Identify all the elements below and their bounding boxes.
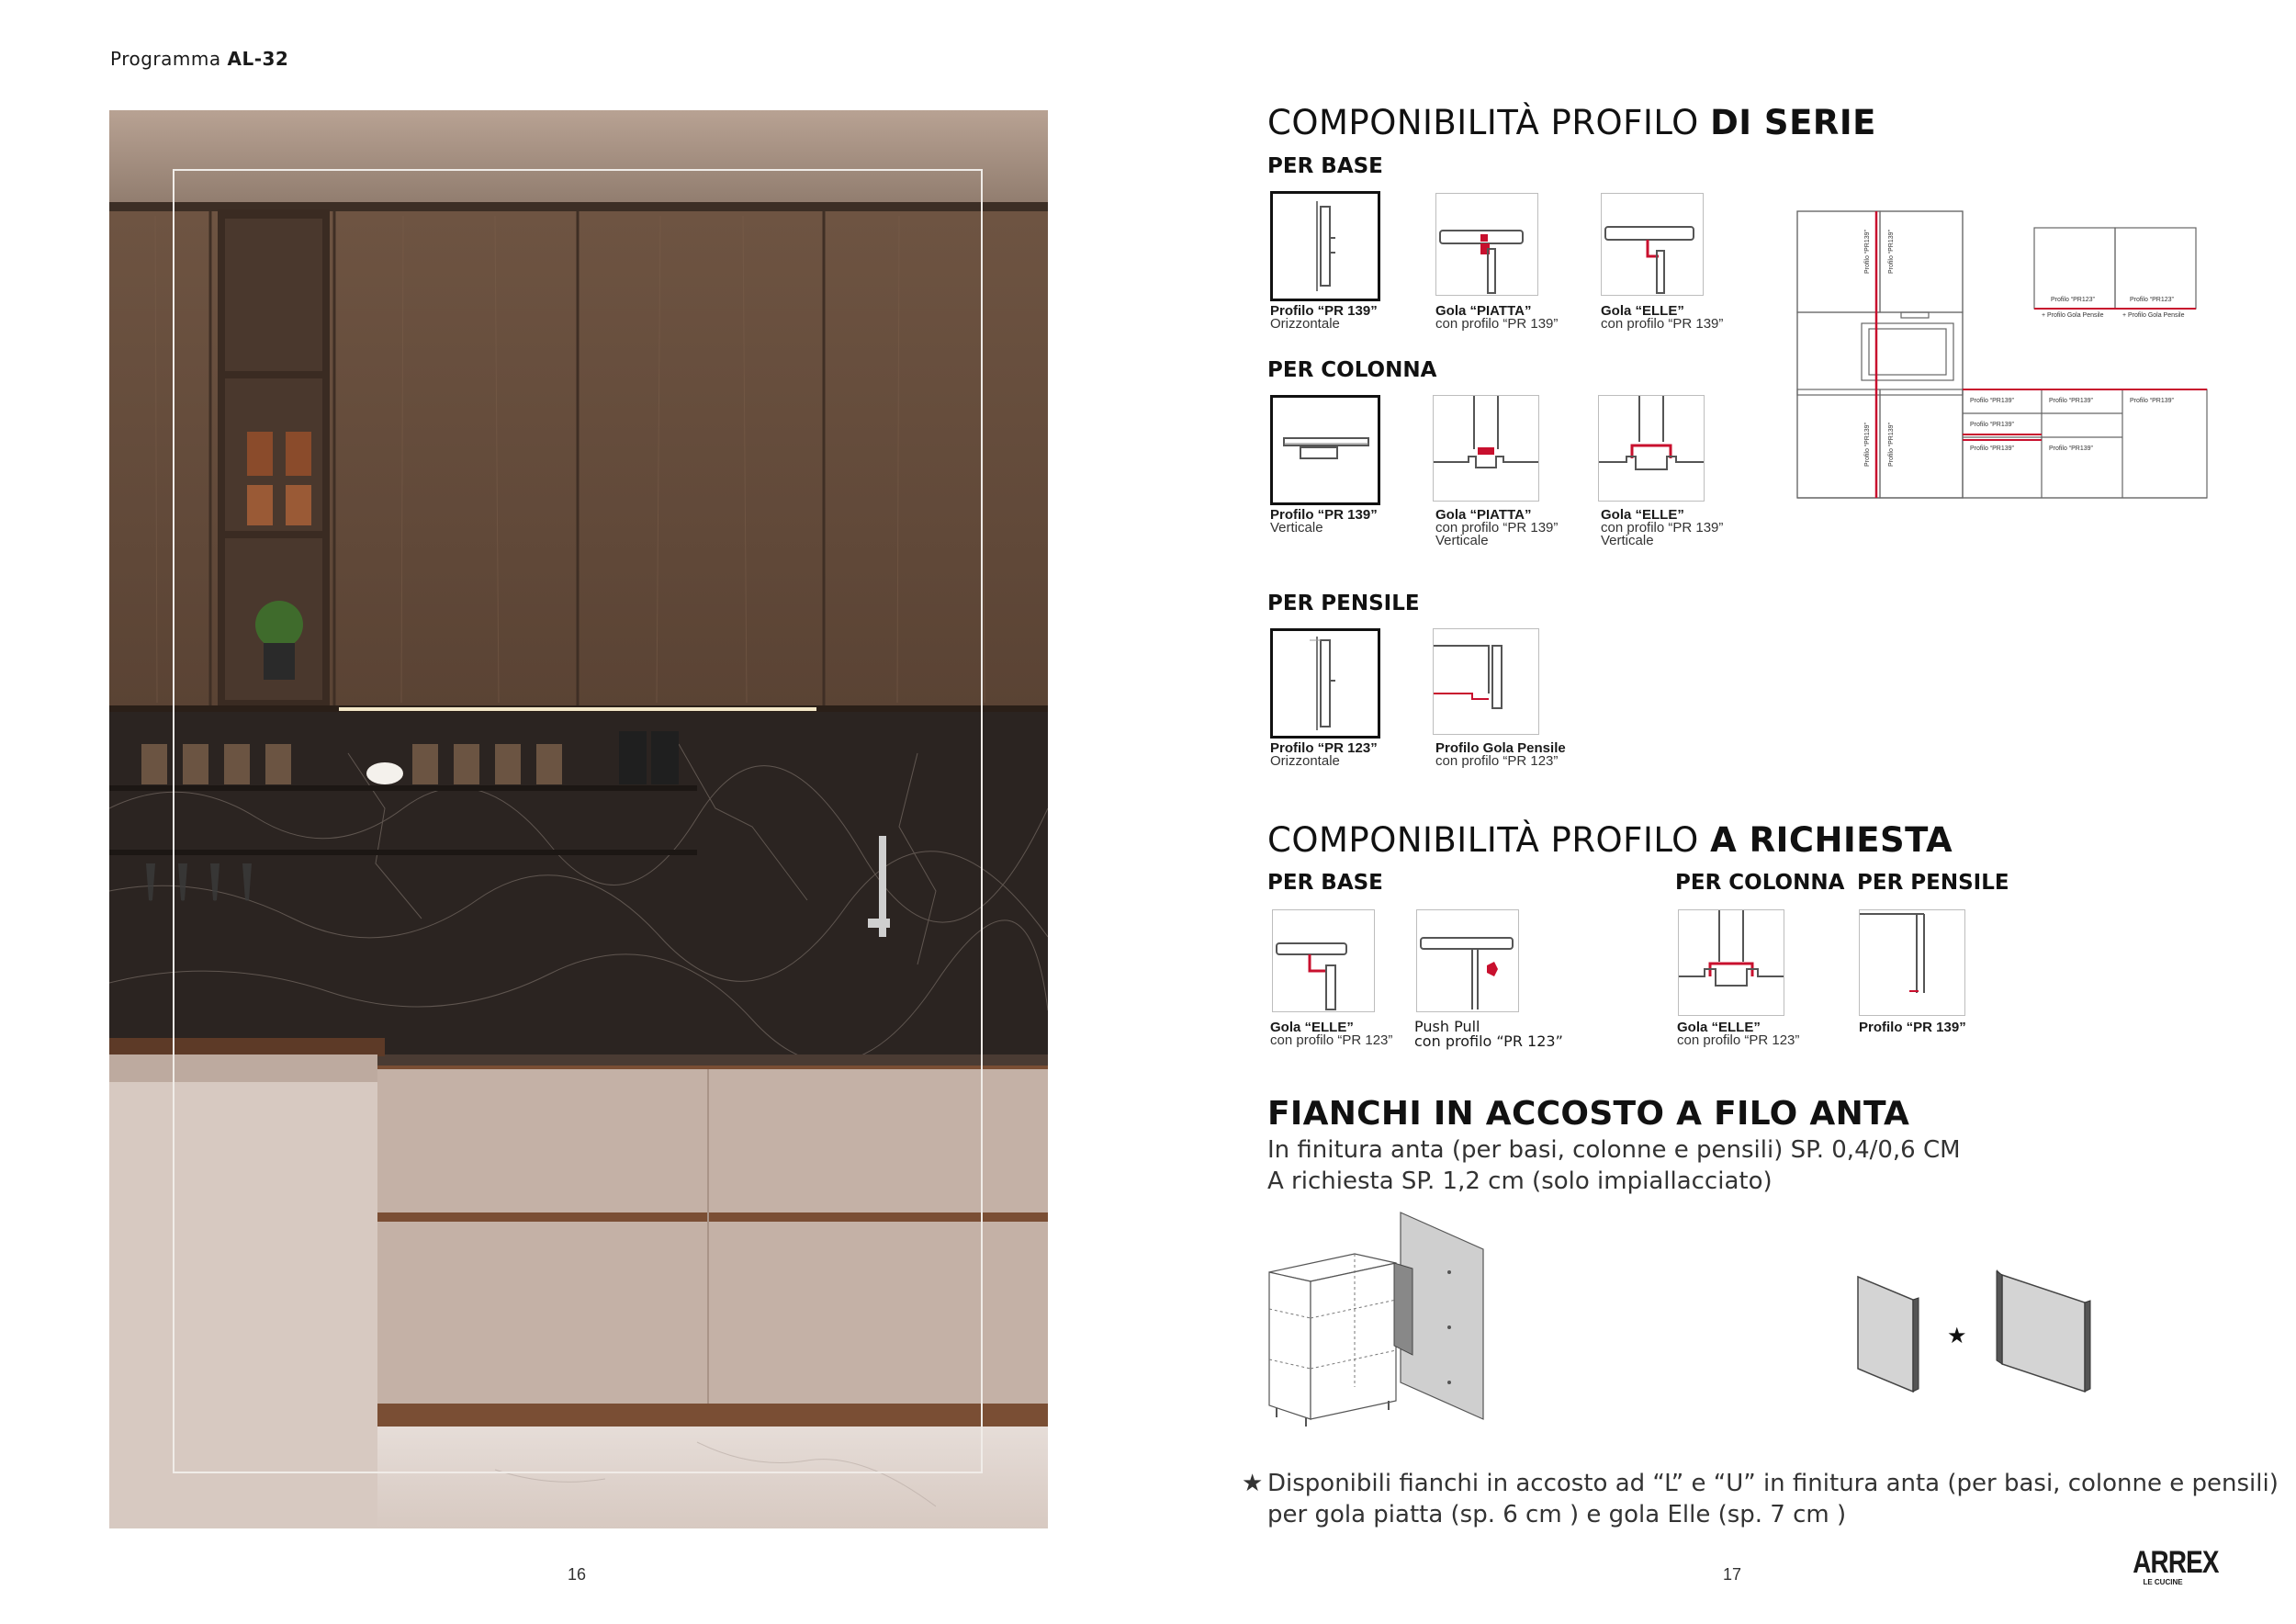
pensile-label-b1: + Profilo Gola Pensile [2042,312,2104,319]
kitchen-elevation-diagram [1795,209,2209,503]
caption-pr139-horizontal: Profilo “PR 139” Orizzontale [1270,303,1378,332]
footnote-star: ★ [1242,1470,1264,1497]
running-header [110,48,288,70]
logo-sub: LE CUCINE [2143,1578,2183,1586]
profile-pr123-thumb [1270,628,1380,739]
caption-push-pull: Push Pull con profilo “PR 123” [1414,1018,1563,1050]
side-panel-l-illustration [1851,1268,1924,1396]
header-model: AL-32 [227,48,289,70]
gola-piatta-thumb [1435,193,1538,296]
gola-elle-thumb [1601,193,1704,296]
gola-elle-vertical-thumb [1598,395,1705,502]
side-panel-cabinet-illustration [1258,1208,1497,1438]
caption-richiesta-gola-elle-colonna: Gola “ELLE” con profilo “PR 123” [1677,1020,1800,1048]
base-label-1: Profilo “PR139” [1970,398,2014,404]
fianchi-line-2: A richiesta SP. 1,2 cm (solo impiallacciato) [1267,1167,1773,1195]
pensile-label-a1: Profilo “PR123” [2051,297,2095,303]
profile-pr139-horizontal-thumb [1270,191,1380,301]
push-pull-thumb [1416,909,1519,1012]
col-label-2: Profilo “PR139” [1888,230,1895,274]
caption-gola-elle-vertical: Gola “ELLE” con profilo “PR 139” Verticale [1601,507,1724,548]
profile-pr139-vertical-thumb [1270,395,1380,505]
col-label-1: Profilo “PR139” [1864,230,1871,274]
col-label-3: Profilo “PR139” [1864,423,1871,467]
caption-richiesta-gola-elle: Gola “ELLE” con profilo “PR 123” [1270,1020,1393,1048]
logo-brand: ARREX [2133,1545,2219,1580]
richiesta-pensile-label: PER PENSILE [1857,871,2009,895]
serie-title: COMPONIBILITÀ PROFILO DI SERIE [1267,103,1876,142]
header-prefix: Programma [110,48,221,70]
page-number-right: 17 [1723,1565,1742,1584]
page-number-left: 16 [568,1565,587,1584]
fianchi-title: FIANCHI IN ACCOSTO A FILO ANTA [1267,1095,1910,1133]
gola-piatta-vertical-thumb [1433,395,1539,502]
footnote-line-1: Disponibili fianchi in accosto ad “L” e “U” in finitura anta (per basi, colonne e pensili) [1267,1470,2279,1497]
base-label-3: Profilo “PR139” [2130,398,2174,404]
side-panel-u-illustration [1993,1268,2094,1396]
kitchen-photo [109,110,1048,1528]
base-label-5: Profilo “PR139” [1970,445,2014,452]
richiesta-title: COMPONIBILITÀ PROFILO A RICHIESTA [1267,820,1953,860]
caption-gola-piatta-vertical: Gola “PIATTA” con profilo “PR 139” Verticale [1435,507,1559,548]
star-marker: ★ [1947,1324,1967,1348]
serie-base-label: PER BASE [1267,154,1383,178]
caption-pr139-vertical: Profilo “PR 139” Verticale [1270,507,1378,536]
arrex-logo [2126,1545,2219,1586]
serie-pensile-label: PER PENSILE [1267,592,1420,615]
base-label-6: Profilo “PR139” [2049,445,2093,452]
base-label-4: Profilo “PR139” [1970,422,2014,428]
richiesta-gola-elle-thumb [1272,909,1375,1012]
richiesta-gola-elle-colonna-thumb [1678,909,1784,1016]
richiesta-colonna-label: PER COLONNA [1675,871,1845,895]
richiesta-base-label: PER BASE [1267,871,1383,895]
richiesta-pensile-thumb [1859,909,1965,1016]
footnote-line-2: per gola piatta (sp. 6 cm ) e gola Elle (sp. 7 cm ) [1267,1501,1847,1528]
pensile-label-b2: + Profilo Gola Pensile [2122,312,2185,319]
caption-gola-elle: Gola “ELLE” con profilo “PR 139” [1601,303,1724,332]
serie-colonna-label: PER COLONNA [1267,358,1437,382]
col-label-4: Profilo “PR139” [1888,423,1895,467]
caption-gola-pensile: Profilo Gola Pensile con profilo “PR 123” [1435,740,1566,769]
caption-gola-piatta: Gola “PIATTA” con profilo “PR 139” [1435,303,1559,332]
caption-richiesta-pr139: Profilo “PR 139” [1859,1020,1966,1035]
pensile-label-a2: Profilo “PR123” [2130,297,2174,303]
fianchi-line-1: In finitura anta (per basi, colonne e pensili) SP. 0,4/0,6 CM [1267,1136,1961,1164]
profilo-gola-pensile-thumb [1433,628,1539,735]
base-label-2: Profilo “PR139” [2049,398,2093,404]
caption-pr123: Profilo “PR 123” Orizzontale [1270,740,1378,769]
